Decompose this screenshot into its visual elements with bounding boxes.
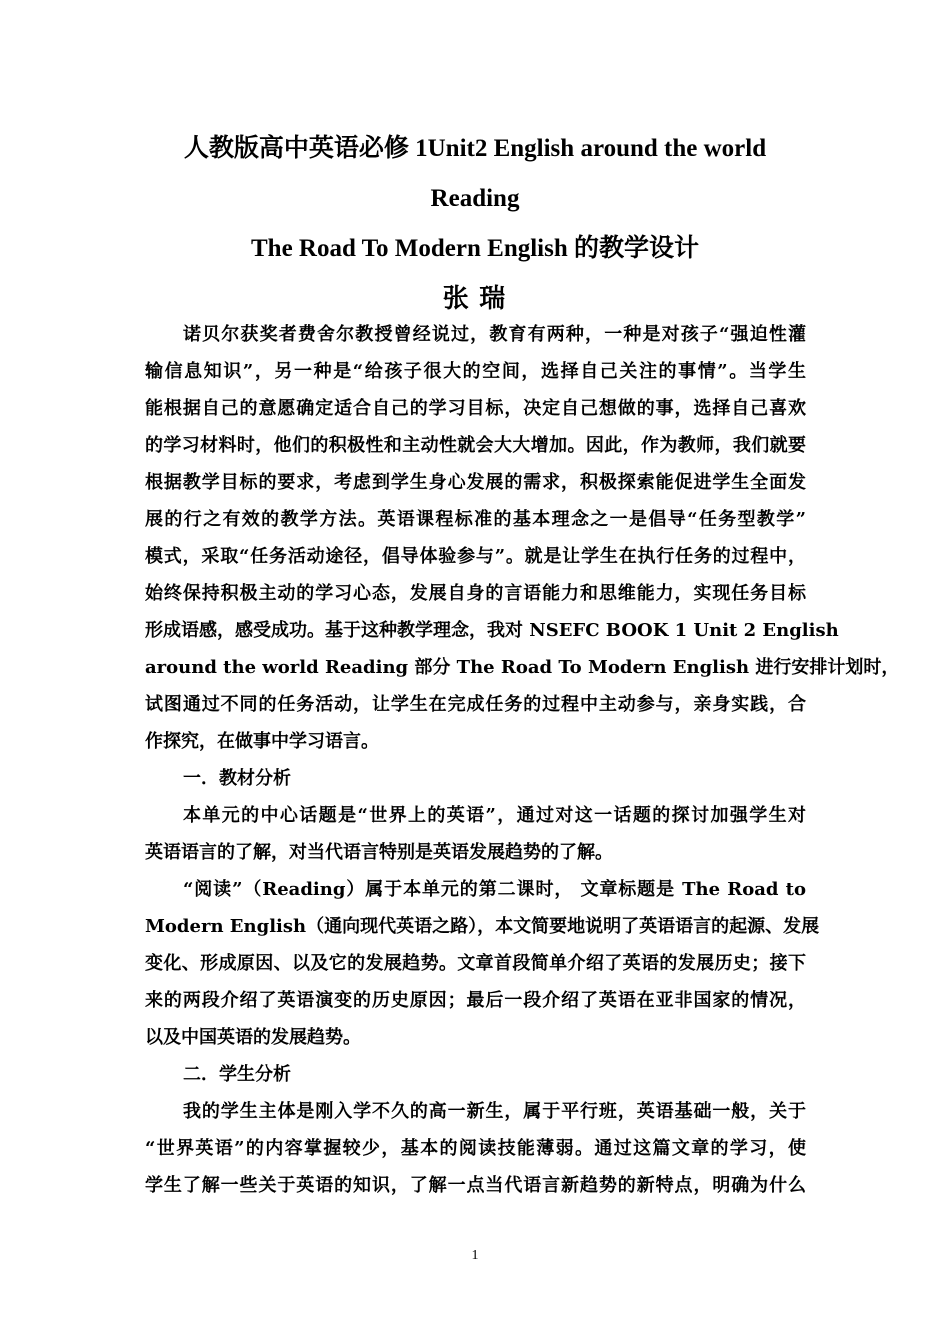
text-line: around the world Reading 部分 The Road To Modern English 进行安排计划时， <box>145 657 900 678</box>
text-line: 变化、形成原因、以及它的发展趋势。文章首段简单介绍了英语的发展历史；接下 <box>145 953 806 974</box>
text-line: 模式，采取“任务活动途径，倡导体验参与”。就是让学生在执行任务的过程中， <box>145 546 806 567</box>
text-line: 始终保持积极主动的学习心态，发展自身的言语能力和思维能力，实现任务目标 <box>145 583 806 604</box>
page-number: 1 <box>471 1248 479 1263</box>
text-line: 我的学生主体是刚入学不久的高一新生，属于平行班，英语基础一般，关于 <box>183 1101 806 1122</box>
author-name: 张 瑞 <box>442 284 508 313</box>
text-line: 学生了解一些关于英语的知识，了解一点当代语言新趋势的新特点，明确为什么 <box>145 1175 806 1196</box>
title-line-1: 人教版高中英语必修 1Unit2 English around the world <box>183 135 767 162</box>
text-line: 诺贝尔获奖者费舍尔教授曾经说过，教育有两种，一种是对孩子“强迫性灌 <box>183 324 806 345</box>
text-line: 的学习材料时，他们的积极性和主动性就会大大增加。因此，作为教师，我们就要 <box>145 435 806 456</box>
text-line: 试图通过不同的任务活动，让学生在完成任务的过程中主动参与，亲身实践，合 <box>145 694 806 715</box>
text-line: 能根据自己的意愿确定适合自己的学习目标，决定自己想做的事，选择自己喜欢 <box>145 398 806 419</box>
text-line: 来的两段介绍了英语演变的历史原因；最后一段介绍了英语在亚非国家的情况， <box>145 990 806 1011</box>
title-line-2: Reading <box>430 185 520 212</box>
section-heading: 二．学生分析 <box>183 1064 291 1085</box>
text-line: Modern English（通向现代英语之路），本文简要地说明了英语语言的起源、发展 <box>145 916 820 937</box>
text-line: “阅读”（Reading）属于本单元的第二课时， 文章标题是 The Road to <box>183 879 806 900</box>
text-line: 形成语感，感受成功。基于这种教学理念，我对 NSEFC BOOK 1 Unit 2 English <box>145 620 839 641</box>
section-heading: 一．教材分析 <box>183 768 291 789</box>
text-line: 输信息知识”，另一种是“给孩子很大的空间，选择自己关注的事情”。当学生 <box>145 361 806 382</box>
text-line: 本单元的中心话题是“世界上的英语”，通过对这一话题的探讨加强学生对 <box>183 805 806 826</box>
title-line-3: The Road To Modern English 的教学设计 <box>250 235 699 262</box>
text-line: 展的行之有效的教学方法。英语课程标准的基本理念之一是倡导“任务型教学” <box>145 509 806 530</box>
text-line: 作探究，在做事中学习语言。 <box>145 731 379 752</box>
text-line: “世界英语”的内容掌握较少，基本的阅读技能薄弱。通过这篇文章的学习，使 <box>145 1138 806 1159</box>
text-line: 英语语言的了解，对当代语言特别是英语发展趋势的了解。 <box>145 842 613 863</box>
text-line: 根据教学目标的要求，考虑到学生身心发展的需求，积极探索能促进学生全面发 <box>145 472 806 493</box>
text-line: 以及中国英语的发展趋势。 <box>145 1027 361 1048</box>
